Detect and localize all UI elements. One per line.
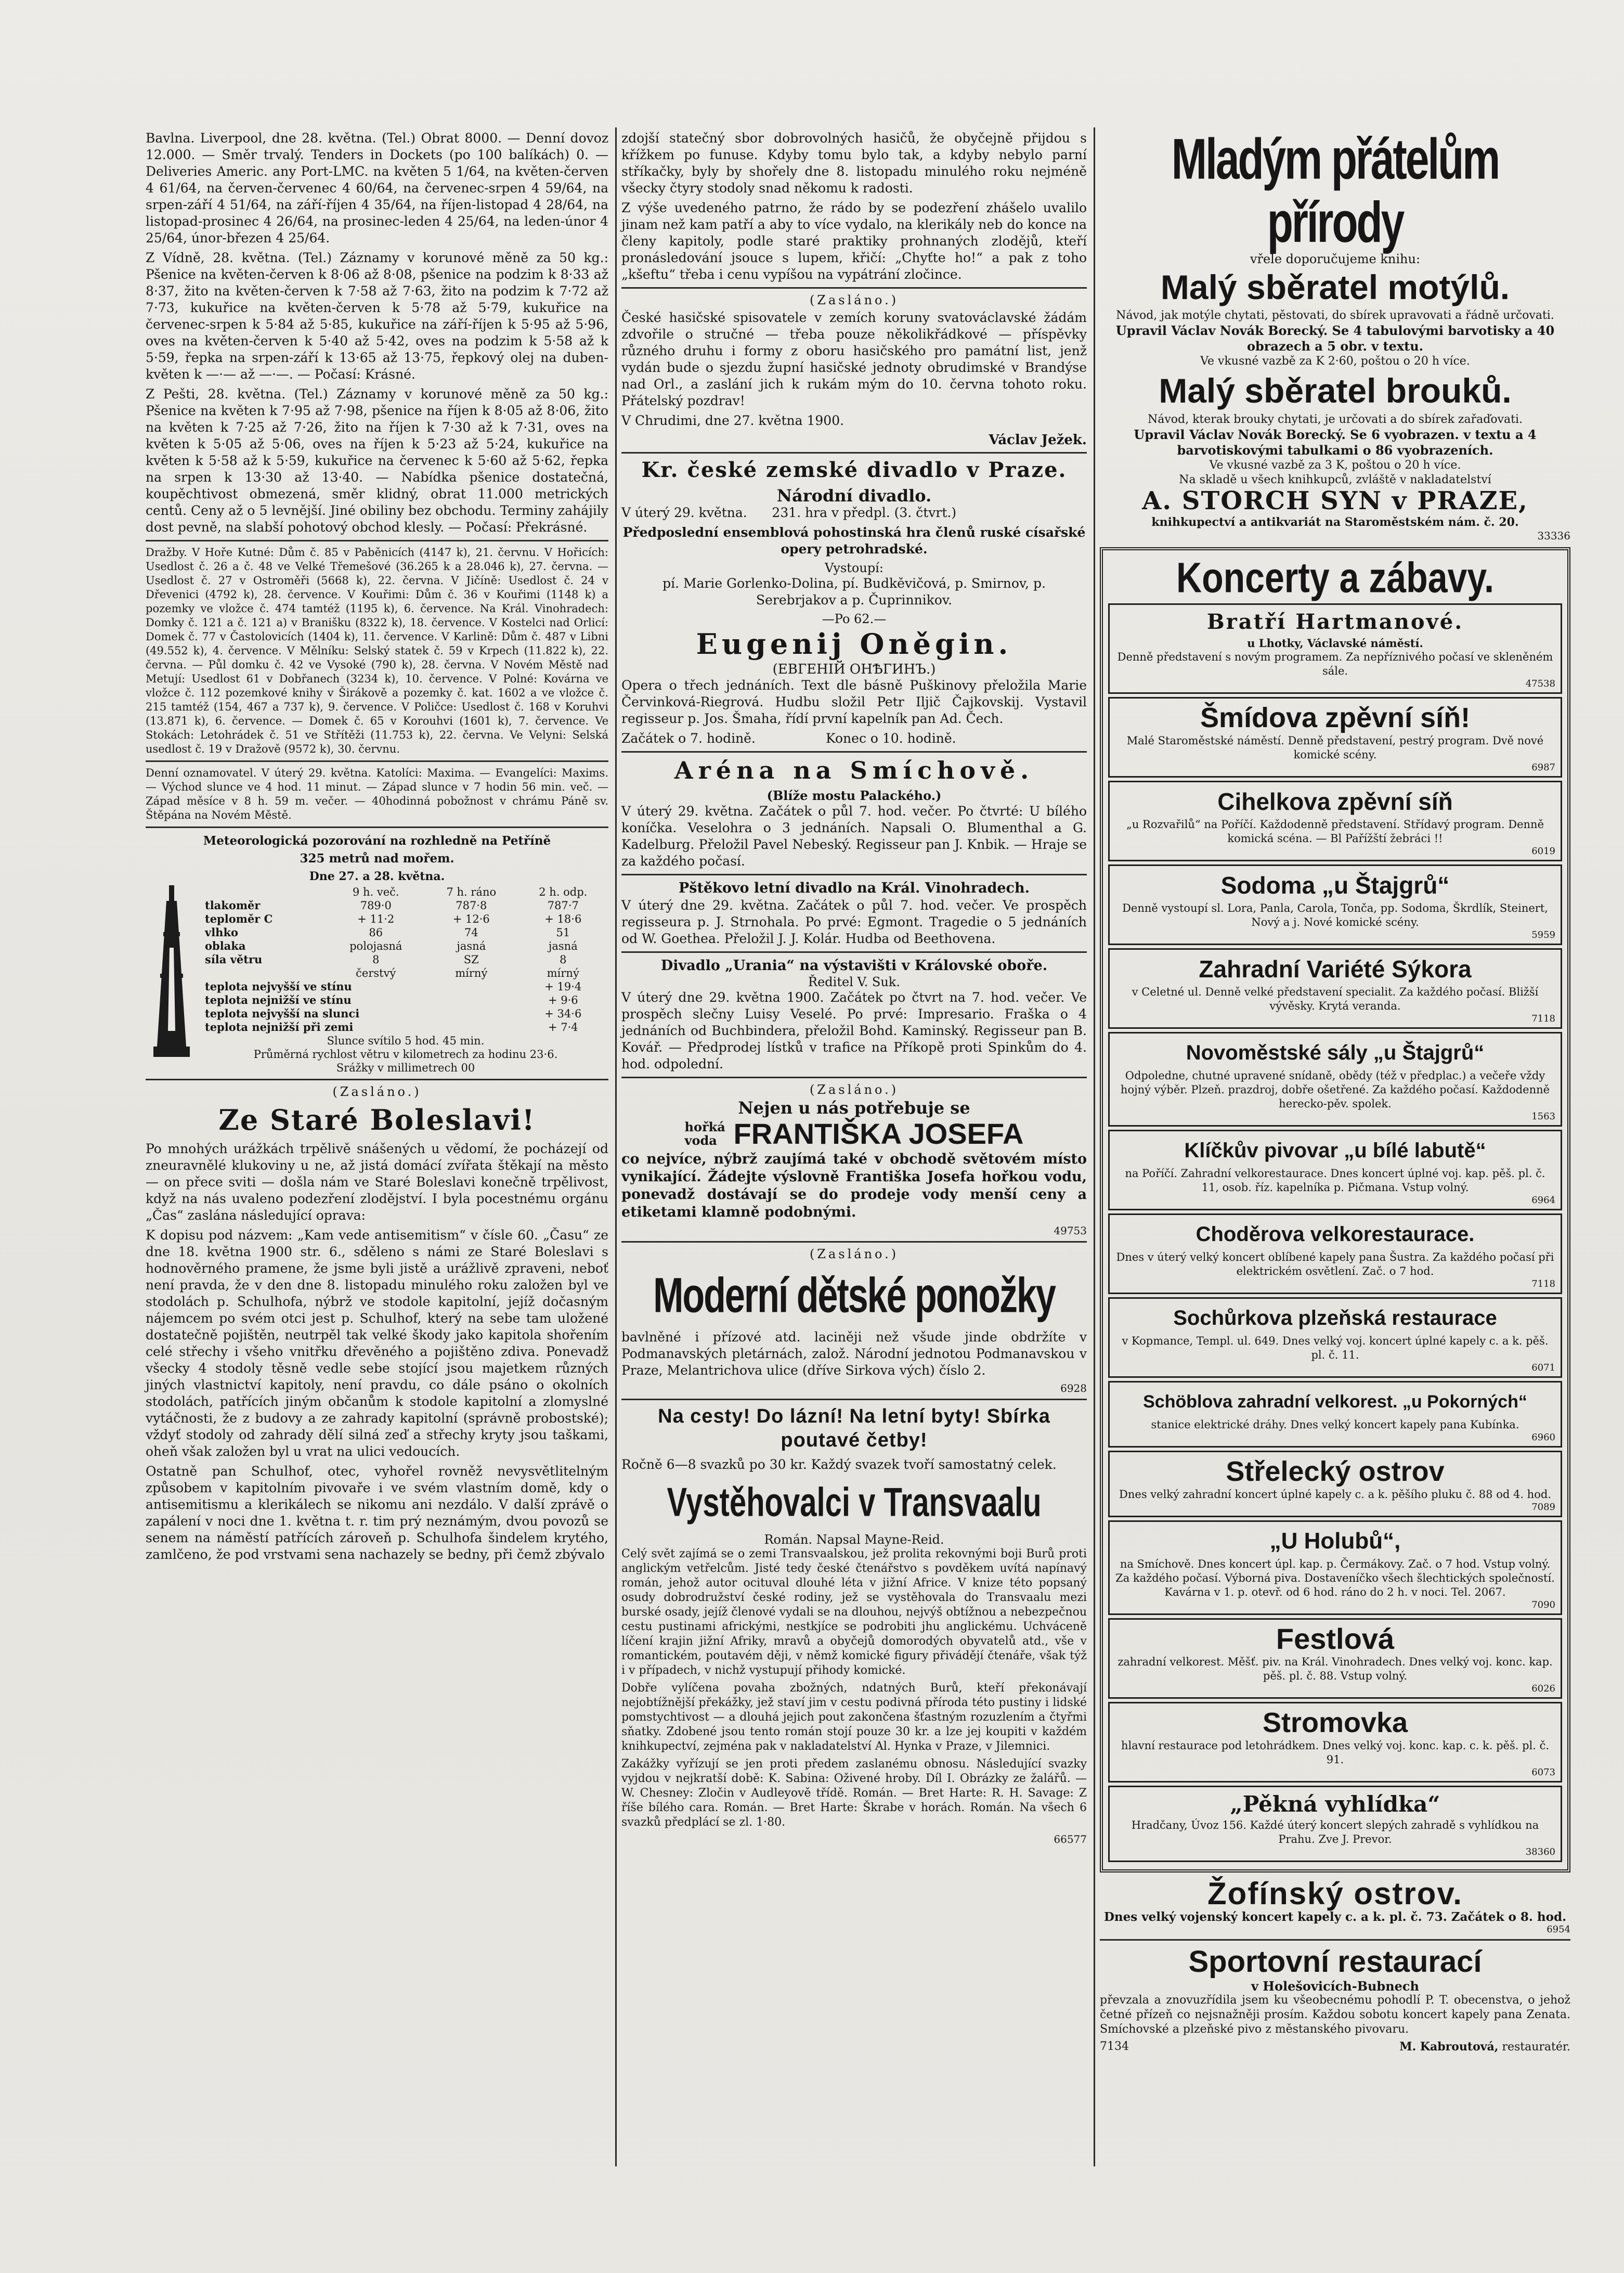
market-report: Z Pešti, 28. května. (Tel.) Záznamy v korunové měně za 50 kg.: Pšenice na květen k 7·95 až 7·98, pšenice na říjen k 8·05 až 8·06, žito na květen k 7·25 až 7·26, žito na říjen k 7·30 až k 7·31, oves na květen k 5·05 až 5·06, oves na říjen k 5·23 až 5·24, kukuřice na květen k 5·58 až k 5·59, kukuřice na červenec k 5·60 až 5·62, řepka na srpen k 13·30 až 13·40. — Nabídka pšenice dostatečná, koupěchtivost obmezená, směr klidný, obrat 11.000 metrických centů. Ceny až o 5 levnější. Jiné obiliny bez obchodu. Terminy zahájily dost pevně, na slabší pohotový obchod klesly. — Počasí: Překrásné.: [146, 386, 608, 535]
concert-ad: [1108, 1032, 1562, 1127]
sport-text: převzala a znovuzřídila jsem ku všeobecnému pohodlí P. T. obecenstva, o jehož četné přízeň co nejsnažněji prosím. Každou sobotu koncert kapely pana Zenata. Smíchovské a plzeňské pivo z městanského pivovaru.: [1100, 1993, 1570, 2036]
water-bitter: hořká voda: [684, 1119, 725, 1148]
divider: [1100, 1939, 1570, 1941]
book-text: Dobře vylíčena povaha zbožných, ndatných Burů, kteří překonávají nejobtížnější překážky, jež staví jim v cestu podivná příroda této pustiny i lidské pomstychtivost — a dlouhá jejich pout zakončena šťastným rozuzlením a čtyřmi sňatky. Zdobené jsou tento román stojí pouze 30 kr. a lze jej koupiti v každém knihkupectví, zejména pak v nakladatelství Al. Hynka v Praze, v Jilemnici.: [621, 1682, 1087, 1753]
fire-appeal: České hasičské spisovatele v zemích koruny svatováclavské žádám zdvořile o stručné — třeba pouze několikřádkové — příspěvky různého druhu i formy z oboru hasičského pro památní list, jenž vydán bude o sjezdu župní hasičské jednoty obrudimské v Brandýse nad Orl., a zaslání jich k rukám mým do 10. června tohoto roku. Přátelský pozdrav!: [621, 310, 1087, 408]
concert-ad-number: 6987: [1531, 761, 1555, 773]
concert-ad-title: Sochůrkova plzeňská restaurace: [1173, 1306, 1497, 1329]
sport-number: 7134: [1100, 2039, 1129, 2053]
divider: [146, 760, 608, 762]
summer-theatre-title: Pštěkovo letní divadlo na Král. Vinohradech.: [678, 880, 1030, 896]
weather-extreme-row: [203, 1021, 608, 1034]
sport-title: Sportovní restaurací: [1188, 1944, 1482, 1979]
book-subtitle: Román. Napsal Mayne-Reid.: [764, 1532, 944, 1547]
concert-ad-text: v Kopmance, Templ. ul. 649. Dnes velký voj. koncert úplné kapely c. a k. pěš. pl. č. 11.: [1122, 1334, 1549, 1361]
publisher-number: 33336: [1537, 529, 1570, 542]
weather-cell: čerstvý: [356, 967, 396, 979]
beetle-availability: Na skladě u všech knihkupců, zvláště v nakladatelství: [1179, 473, 1491, 487]
weather-cell: mírný: [455, 967, 488, 979]
zaslano-label: (Zasláno.): [809, 1247, 899, 1261]
concert-ad-text: na Poříčí. Zahradní velkorestaurace. Dnes koncert úplné voj. kap. pěš. pl. č. 11, osob. říz. kapelníka p. Pičmana. Vstup volný.: [1125, 1167, 1545, 1194]
divider: [621, 1077, 1087, 1078]
concert-ad-text: Dnes velký zahradní koncert úplné kapely c. a k. pěšího pluku č. 88 od 4. hod.: [1119, 1488, 1551, 1501]
concert-ad-subtitle: u Lhotky, Václavské náměstí.: [1247, 636, 1423, 650]
concert-ad-text: hlavní restaurace pod letohrádkem. Dnes velký voj. konc. kap. c. k. pěš. pl. č. 91.: [1121, 1739, 1550, 1766]
beetle-text: Návod, kterak brouky chytati, je určovati a do sbírek zařaďovati.: [1147, 413, 1523, 427]
weather-cell: 787·7: [547, 899, 579, 912]
weather-cell: + 19·4: [544, 980, 582, 993]
concert-ad-text: „u Rozvařilů“ na Poříčí. Každodenně představení. Střídavý program. Denně komická scéna. — Bl Pařížští žebráci !!: [1126, 818, 1544, 845]
concert-ad-number: 47538: [1525, 678, 1555, 689]
concert-ad-text: Hradčany, Úvoz 156. Každé úterý koncert slepých zahradě s vyhlídkou na Prahu. Zve J. Prevor.: [1131, 1818, 1539, 1845]
concert-ad: [1108, 864, 1562, 945]
concert-ad-number: 6071: [1531, 1362, 1555, 1373]
article-paragraph: Po mnohých urážkách trpělivě snášených u vědomí, že pocházejí od zneuravnělé klukoviny u ne, až jistá domácí zvířata štěkají na město — on přece sviti — došla nám ve Staré Boleslavi konečně trpělivost, když na nás uvaleno podezření zlodějství. I byla pocestnému orgánu „Čas“ zaslána následující oprava:: [146, 1141, 608, 1223]
weather-cell: teplota nejnižší při zemi: [205, 1021, 354, 1034]
weather-cell: 8: [560, 953, 567, 966]
sport-subtitle: v Holešovicích-Bubnech: [1251, 1978, 1419, 1994]
water-text: co nejvíce, nýbrž zaujímá také v obchodě světovém místo vynikající. Žádejte výslovně Františka Josefa hořkou vodu, ponevadž dostávají se do prodeje vody menší ceny a etiketami klamně podobnými.: [621, 1151, 1087, 1220]
divider: [621, 1399, 1087, 1400]
weather-subtitle: 325 metrů nad mořem.: [300, 851, 454, 866]
urania-subtitle: Ředitel V. Suk.: [808, 975, 900, 989]
concert-ad-number: 7118: [1531, 1278, 1555, 1289]
water-header: [621, 1117, 1087, 1151]
divider: [621, 452, 1087, 454]
theatre-po: —Po 62.—: [822, 612, 887, 626]
sport-signature-block: [1399, 2040, 1570, 2054]
weather-report: [146, 832, 608, 1075]
book-title: Vystěhovalci v Transvaalu: [667, 1479, 1042, 1526]
concert-ad: [1108, 948, 1562, 1029]
concert-ad-title: Schöblova zahradní velkorest. „u Pokorných“: [1143, 1391, 1527, 1412]
divider: [146, 1079, 608, 1080]
zofin-title: Žofínský ostrov.: [1207, 1876, 1463, 1911]
weather-cell: [203, 966, 327, 980]
concert-ad-number: 6964: [1531, 1194, 1555, 1206]
nature-subtitle: vřele doporučujeme knihu:: [1250, 252, 1421, 266]
concert-ad-text: Malé Staroměstské náměstí. Denně představení, pestrý program. Dvě nové komické scény.: [1126, 734, 1544, 761]
weather-row: [203, 899, 608, 912]
weather-cell: 51: [556, 926, 570, 939]
weather-row: [203, 939, 608, 953]
weather-cell: teplota nejnižší ve stínu: [205, 993, 352, 1006]
urania-text: V úterý dne 29. května 1900. Začátek po čtvrt na 7. hod. večer. Ve prospěch slečny Luisy Veselé. Po prvé: Impresario. Fraška o 4 jednáních od Buchbindera, přeložil Bohd. Kaminský. Regisseur pan B. Kovář. — Předprodej lístků v trafice na Příkopě proti Spinkům do 4. hod. odpolední.: [621, 990, 1087, 1071]
weather-note-row: [203, 1061, 608, 1075]
concert-ad-number: 6019: [1531, 845, 1555, 857]
book-text: Celý svět zajímá se o zemi Transvaalskou, jež prolita rekovnými boji Burů proti anglickým vetřelcům. Jisté tedy české čtenářstvo s povděkem uvítá napínavý román, jehož autor ocituval dlouhé léta v jižní Africe. V knize této popsaný osudy dobrodružství české rodiny, jež se vystěhovala do Transvaalu mezi burské osady, jejíž členové vydali se na dlouhou, nejvýš obtížnou a nebezpečnou cestu pustinami africkými, nestkjíce se podrobiti jhu anglickému. Uchváceně líčení krajin jižní Afriky, mravů a obyčejů domorodých obyvatelů atd., vše v romantickém, poutavém ději, v němž komické figury přivádějí čtenáře, však týž i v případech, v nichž vystupují přihody komické.: [621, 1547, 1087, 1677]
book-ad-number: 66577: [1054, 1833, 1087, 1845]
petrin-tower-icon: [146, 885, 198, 1057]
zofin-text: Dnes velký vojenský koncert kapely c. a k. pl. č. 73. Začátek o 8. hod.: [1103, 1909, 1567, 1924]
concert-ad-text: v Celetné ul. Denně velké představení specialit. Za každého počasí. Bližší vývěsky. Krytá veranda.: [1132, 985, 1539, 1012]
socks-ad-number: 6928: [1060, 1382, 1087, 1394]
zaslano-label: (Zasláno.): [809, 293, 899, 307]
weather-cell: tlakoměr: [205, 899, 261, 912]
concert-ad-number: 6026: [1531, 1683, 1555, 1694]
weather-row: [203, 953, 608, 966]
concert-ad: [1108, 697, 1562, 778]
concert-ad-title: Choděrova velkorestaurace.: [1196, 1222, 1475, 1246]
daily-calendar: Denní oznamovatel. V úterý 29. května. Katolíci: Maxima. — Evangelíci: Maxims. — Východ slunce ve 4 hod. 11 minut. — Západ slunce v 7 hodin 56 min. več. — Západ měsíce v 8 h. 59 m. večer. — 40hodinná pobožnost v chrámu Páně sv. Štěpána na Novém Městě.: [146, 767, 608, 821]
publisher-name: A. STORCH SYN v PRAZE,: [1142, 486, 1528, 516]
weather-cell: 86: [369, 926, 383, 939]
water-ad-number: 49753: [1054, 1224, 1087, 1237]
weather-cell: teplota nejvyšší na slunci: [205, 1007, 360, 1020]
concert-ad: [1108, 1213, 1562, 1294]
arena-subtitle: (Blíže mostu Palackého.): [766, 788, 942, 803]
concert-ad-title: Cihelkova zpěvní síň: [1217, 787, 1453, 815]
weather-cell: SZ: [463, 953, 479, 966]
concerts-section: [1100, 547, 1570, 1872]
weather-cell: 789·0: [360, 899, 392, 912]
concert-ad-number: 5959: [1531, 929, 1555, 940]
opera-text: Opera o třech jednáních. Text dle básně Puškinovy přeložila Marie Červinková-Riegrová. Hudbu složil Petr Iljič Čajkovskij. Vystavil regisseur p. Jos. Šmaha, řídí první kapelník pan Ad. Čech.: [621, 678, 1087, 726]
theatre-subtitle: Národní divadlo.: [776, 486, 932, 506]
socks-text: bavlněné i přízové atd. laciněji než všude jinde obdržíte v Podmanavských pletárnách, založ. Národní jednotou Podmanavskou v Praze, Melantrichova ulice (dříve Sirkova vých) číslo 2.: [621, 1329, 1087, 1378]
concert-ad-number: 7089: [1531, 1501, 1555, 1513]
theatre-guest: Předposlední ensemblová pohostinská hra členů ruské císařské opery petrohradské.: [622, 525, 1086, 557]
weather-row: [203, 966, 608, 980]
concert-ad-title: Bratří Hartmanové.: [1206, 609, 1464, 634]
concert-ad: [1108, 1520, 1562, 1615]
theatre-date: V úterý 29. května. 231. hra v předpl. (3. čtvrt.): [621, 505, 957, 520]
weather-wind: Průměrná rychlost větru v kilometrech za hodinu 23·6.: [253, 1048, 558, 1061]
concert-ad-number: 6960: [1531, 1431, 1555, 1443]
article-paragraph: zdojší statečný sbor dobrovolných hasičů, že obyčejně přijdou s křížkem po funuse. Kdyby tomu bylo tak, a kdyby nebylo parní stříkačky, byly by shořely dne 8. listopadu minulého roku nejméně všecky čtyry stodoly snad někomu k radosti.: [621, 131, 1087, 196]
weather-cell: + 18·6: [544, 913, 582, 925]
concert-ad-title: Zahradní Variété Sýkora: [1199, 955, 1472, 983]
beetle-edition: Upravil Václav Novák Borecký. Se 6 vyobrazen. v textu a 4 barvotiskovými tabulkami o 86 vyobrazeních.: [1134, 427, 1537, 458]
concert-ad-title: Novoměstské sály „u Štajgrů“: [1186, 1041, 1485, 1064]
beetle-price: Ve vkusné vazbě za 3 K, poštou o 20 h více.: [1209, 459, 1461, 472]
article-paragraph: K dopisu pod názvem: „Kam vede antisemitism“ v čísle 60. „Času“ ze dne 18. května 1900 str. 6., sděleno s námi ze Staré Boleslavi s hodnověrného pramene, že jsme byli jistě a urážlivě zpraveni, neboť není pravda, že v den dne 8. listopadu minulého roku založen byl ve stodolách p. Schulhofa, nýbrž ve stodole kapitolní, jejíž dočasným nájemcem po svém otci jest p. Schulhof, který na sebe tam uložené dostatečně pojištěn, neutrpěl tak velké škody jako kapitola shořením celé střechy i všeho vnitřku dřevěného a pojištěno zdiva. Ponevadž všecky 4 stodoly těsně vedle sebe stojící jsou majetkem různých jiných vlastnictví kapitoly, není pravdu, co dále psáno o okolních stodolách, patřících jiným občanům k stodole kapitolní a zlomyslné vytáčnosti, že z budovy a ze zahrady kapitolní (správně probostské); vždyť stodoly od zahrady dělí silná zeď a střechy kryty jsou taškami, oheň však založen byl u vrat na ulici vedoucích.: [146, 1228, 608, 1459]
concert-ad-number: 6073: [1531, 1766, 1555, 1778]
concert-ad-text: Denně představení s novým programem. Za nepříznivého počasí ve skleněném sále.: [1117, 650, 1553, 677]
concert-ad-text: stanice elektrické dráhy. Dnes velký koncert kapely pana Kubínka.: [1151, 1418, 1519, 1431]
beetle-title: Malý sběratel brouků.: [1159, 371, 1512, 410]
summer-theatre-text: V úterý dne 29. května. Začátek o půl 7. hod. večer. Ve prospěch regisseura p. J. Strnohala. Po prvé: Egmont. Tragedie o 5 jednáních od W. Goethea. Přeložil J. J. Kolár. Hudba od Beethovena.: [621, 898, 1087, 946]
sport-footer: [1100, 2040, 1570, 2054]
concert-ad-text: na Smíchově. Dnes koncert úpl. kap. p. Čermákovy. Zač. o 7 hod. Vstup volný. Za každého počasí. Výborná piva. Dostaveníčko všech šlechtických společností. Kavárna v 1. p. otevř. od 6 hod. ráno do 2 h. v noci. Tel. 2067.: [1115, 1557, 1555, 1598]
concert-ad-number: 7118: [1531, 1013, 1555, 1024]
weather-cell: mírný: [547, 967, 579, 979]
weather-extreme-row: [203, 993, 608, 1007]
arena-title: Aréna na Smíchově.: [674, 756, 1034, 784]
weather-cell: jasná: [548, 940, 578, 952]
sport-signature: M. Kabroutová,: [1399, 2039, 1499, 2054]
concert-ad: [1108, 1381, 1562, 1448]
concert-ad: [1108, 1786, 1562, 1862]
concert-ad-title: Šmídova zpěvní síň!: [1200, 702, 1471, 733]
water-intro: Nejen u nás potřebuje se: [738, 1098, 970, 1118]
weather-note-row: [203, 1034, 608, 1048]
market-report: Z Vídně, 28. května. (Tel.) Záznamy v korunové měně za 50 kg.: Pšenice na květen-červen k 8·06 až 8·08, pšenice na podzim k 8·33 až 8·37, žito na květen-červen k 7·58 až 7·63, žito na podzim k 7·72 až 7·73, kukuřice na květen-červen k 5·78 až 5·79, kukuřice na červenec-srpen k 5·84 až 5·85, kukuřice na září-říjen k 5·95 až 5·96, oves na květen-červen k 5·40 až 5·42, oves na podzim k 5·58 až k 5·59, řepka na srpen-září k 13·65 až 13·75, řepkový olej na duben-květen k —·— až —·—. — Počasí: Krásné.: [146, 250, 608, 382]
book-text: Zakážky vyřízují se jen proti předem zaslanému obnosu. Následující svazky vyjdou v nejkratší době: K. Sabina: Oživené hroby. Díl I. Obrázky ze žalářů. — W. Chesney: Zločin v Audleyově třídě. Román. — Bret Harte: R. H. Savage: Z říše bílého cara. Román. — Bret Harte: Škrabe v horách. Román. Na všech 6 svazků předplácí se zl. 1·80.: [621, 1758, 1087, 1829]
socks-title: Moderní dětské ponožky: [653, 1268, 1055, 1323]
weather-cell: vlhko: [205, 926, 239, 939]
concert-ad-text: Denně vystoupí sl. Lora, Panla, Carola, Tonča, pp. Sodoma, Škrdlík, Steinert, Nový a j. Nové komické scény.: [1122, 901, 1548, 928]
concert-ad-title: Střelecký ostrov: [1226, 1455, 1445, 1487]
arena-text: V úterý 29. května. Začátek o půl 7. hod. večer. Po čtvrté: U bílého koníčka. Veselohra o 3 jednáních. Napsali O. Blumenthal a G. Kadelburg. Přeložil Pavel Nebeský. Regisseur pan J. Knbik. — Hraje se za každého počasí.: [621, 804, 1087, 869]
concert-ad-title: Klíčkův pivovar „u bílé labutě“: [1184, 1139, 1486, 1162]
concert-ad: [1108, 1297, 1562, 1378]
concert-ad-title: Sodoma „u Štajgrů“: [1220, 871, 1450, 899]
fire-place: V Chrudimi, dne 27. května 1900.: [621, 413, 845, 428]
concerts-title: Koncerty a zábavy.: [1176, 554, 1494, 602]
concert-ad: [1108, 781, 1562, 861]
divider: [621, 287, 1087, 289]
butterfly-title: Malý sběratel motýlů.: [1160, 268, 1510, 306]
butterfly-edition: Upravil Václav Novák Borecký. Se 4 tabulovými barvotisky a 40 obrazech a 5 obr. v textu.: [1115, 322, 1555, 354]
fire-signature: Václav Ježek.: [989, 432, 1087, 448]
weather-header-row: [203, 885, 608, 899]
travel-text: Ročně 6—8 svazků po 30 kr. Každý svazek tvoří samostatný celek.: [621, 1457, 1057, 1472]
concert-ad-number: 38360: [1525, 1846, 1555, 1857]
nature-title: Mladým přátelům přírody: [1171, 127, 1499, 255]
concert-ad: [1108, 1130, 1562, 1210]
weather-rain: Srážky v millimetrech 00: [336, 1062, 475, 1074]
weather-header: 2 h. odp.: [539, 886, 588, 898]
column-2: [621, 130, 1087, 1845]
weather-table: [203, 885, 608, 1075]
weather-cell: teplota nejvyšší ve stínu: [205, 980, 352, 993]
zaslano-label: (Zasláno.): [332, 1084, 422, 1099]
article-paragraph: Z výše uvedeného patrno, že rádo by se podezření zhášelo uvalilo jinam než kam patří a aby to více vydalo, na klerikály neb do konce na členy kapitoly, podle staré praktiky prohnaných zlodějů, kteří pronásledování jsouce s lupem, křičí: „Chyťte ho!“ a pak z toho „kšeftu“ třeba i cenu vypíšou na vypátrání zločince.: [621, 200, 1087, 282]
divider: [146, 826, 608, 828]
weather-note-row: [203, 1048, 608, 1061]
column-1: [146, 130, 608, 1566]
divider: [621, 1241, 1087, 1243]
concert-ad-text: zahradní velkorest. Měšť. piv. na Král. Vinohradech. Dnes velký voj. konc. kap. pěš. pl. č. 88. Vstup volný.: [1118, 1655, 1553, 1682]
weather-cell: 787·8: [456, 899, 487, 912]
concert-ad-title: Stromovka: [1262, 1707, 1408, 1738]
weather-cell: + 9·6: [548, 994, 578, 1006]
column-divider: [1094, 127, 1095, 2166]
weather-row: [203, 912, 608, 926]
weather-header: 7 h. ráno: [446, 886, 497, 898]
weather-date: Dne 27. a 28. května.: [309, 870, 445, 883]
market-report: Bavlna. Liverpool, dne 28. května. (Tel.) Obrat 8000. — Denní dovoz 12.000. — Směr trvalý. Tenders in Dockets (po 100 balíkách) 0. — Deliveries Americ. any Port-LMC. na květen 5 1/64, na květen-červen 4 61/64, na červen-červenec 4 60/64, na červenec-srpen 4 59/64, na srpen-září 4 51/64, na září-říjen 4 35/64, na říjen-listopad 4 28/64, na listopad-prosinec 4 26/64, na prosinec-leden 4 25/64, na leden-únor 4 25/64, únor-březen 4 25/64.: [146, 131, 608, 246]
weather-row: [203, 926, 608, 939]
weather-cell: + 11·2: [357, 913, 395, 925]
divider: [621, 751, 1087, 753]
divider: [146, 540, 608, 541]
concert-ad-number: 7090: [1531, 1599, 1555, 1610]
weather-cell: + 34·6: [544, 1008, 582, 1020]
butterfly-price: Ve vkusné vazbě za K 2·60, poštou o 20 h více.: [1200, 354, 1470, 368]
weather-header: 9 h. več.: [352, 886, 399, 898]
concert-ad-text: Odpoledne, chutné upravené snídaně, obědy (též v předplac.) a večeře vždy hojný výběr. Plzeň. prazdroj, dobře ošetřené. Za každého počasí. Každodenně herecko-pěv. spolek.: [1120, 1069, 1550, 1110]
opera-title: Eugenij Oněgin.: [696, 627, 1012, 661]
weather-cell: síla větru: [205, 953, 263, 966]
publisher-address: knihkupectví a antikvariát na Staroměstském nám. č. 20.: [1151, 515, 1519, 529]
weather-cell: + 12·6: [452, 913, 490, 925]
opera-times: Začátek o 7. hodině. Konec o 10. hodině.: [621, 731, 956, 746]
weather-cell: + 7·4: [548, 1021, 578, 1034]
divider: [621, 951, 1087, 953]
weather-sunshine: Slunce svítilo 5 hod. 45 min.: [327, 1035, 485, 1047]
concert-ad: [1108, 603, 1562, 694]
concert-ad: [1108, 1702, 1562, 1783]
weather-cell: polojasná: [349, 940, 402, 952]
column-3: [1100, 127, 1570, 2054]
weather-cell: 8: [372, 953, 380, 966]
concert-ad: [1108, 1451, 1562, 1517]
water-brand: FRANTIŠKA JOSEFA: [733, 1117, 1024, 1150]
article-title: Ze Staré Boleslavi!: [218, 1103, 536, 1136]
weather-cell: jasná: [457, 940, 486, 952]
theatre-performing: Vystoupí:: [825, 561, 884, 575]
theatre-cast: pí. Marie Gorlenko-Dolina, pí. Budkěvičová, p. Smirnov, p. Serebrjakov a p. Čuprinnikov.: [662, 576, 1046, 608]
butterfly-text: Návod, jak motýle chytati, pěstovati, do sbírek upravovati a řádně určovati.: [1116, 308, 1554, 322]
weather-cell: oblaka: [205, 939, 246, 952]
weather-header: [203, 885, 327, 899]
weather-cell: 74: [464, 926, 478, 939]
concert-ad-number: 1563: [1531, 1110, 1555, 1122]
zaslano-label: (Zasláno.): [809, 1082, 899, 1097]
concert-ad-title: „U Holubů“,: [1269, 1528, 1401, 1554]
sport-signature-role: restauratér.: [1502, 2040, 1570, 2054]
weather-cell: teploměr C: [205, 912, 273, 925]
weather-extreme-row: [203, 980, 608, 993]
article-paragraph: Ostatně pan Schulhof, otec, vyhořel rovněž nevysvětlitelným způsobem v kapitolním pivovaře i ve svém vlastním domě, kdy o antisemitismu a klerikálech se nikomu ani nezdálo. V další zprávě o zapálení v noci dne 1. května t. r. tim prý neznámým, dvou povozů se senem na náměstí patřících zároveň p. Schulhofa šindelem krytého, zamlčeno, že pod vrstvami sena nachazely se bedny, při čemž zbývalo: [146, 1464, 608, 1562]
weather-title: Meteorologická pozorování na rozhledně na Petříně: [203, 834, 551, 848]
concert-ad-text: Dnes v úterý velký koncert oblíbené kapely pana Šustra. Za každého počasí při elektrickém osvětlení. Zač. o 7 hod.: [1116, 1250, 1554, 1277]
weather-body: [146, 885, 608, 1075]
concert-ad-title: „Pěkná vyhlídka“: [1230, 1791, 1440, 1817]
opera-russian-title: (ЕВГЕНІЙ ОНѢГИНЪ.): [772, 662, 936, 677]
concert-ad-title: Festlová: [1276, 1622, 1395, 1655]
concert-ad: [1108, 1618, 1562, 1699]
zofin-number: 6954: [1547, 1923, 1570, 1935]
travel-title: Na cesty! Do lázní! Na letní byty! Sbírka poutavé četby!: [658, 1405, 1050, 1451]
theatre-title: Kr. české zemské divadlo v Praze.: [641, 458, 1067, 482]
weather-extreme-row: [203, 1007, 608, 1021]
auctions: Dražby. V Hoře Kutné: Dům č. 85 v Paběnicích (4147 k), 21. červnu. V Hořicích: Usedlost č. 26 a č. 48 ve Velké Třemešové (36.265 k a 28.046 k), 27. června. — Usedlost č. 27 v Ostroměři (5668 k), 22. června. V Jičíně: Usedlost č. 24 v Dřevenici (4792 k), 28. července. V Kouřimi: Dům č. 36 v Kouřimi (1148 k) a pozemky ve vložce č. 474 tamtéž (1195 k), 6. července. Na Král. Vinohradech: Domky č. 121 a č. 121 a) v Branišku (8322 k), 18. července. V Kostelci nad Orlicí: Domek č. 77 v Častolovicích (1404 k), 11. července. V Karlině: Dům č. 487 v Libni (49.552 k), 4. července. V Mělníku: Selský statek č. 59 v Krpech (11.822 k), 22. června. — Půl domku č. 42 ve Vysoké (790 k), 28. června. V Novém Městě nad Metují: Usedlost 61 v Dobřanech (3234 k), 10. července. V Polné: Kovárna ve vložce č. 112 pozemkové knihy v Širákově a pozemky č. kat. 1602 a ve vložce č. 215 tamtéž (154, 467 a 737 k), 9. července. V Poličce: Usedlost č. 168 v Koruhvi (13.871 k), 6. července. — Domek č. 65 v Korouhvi (1601 k), 7. července. Ve Stokách: Letohrádek č. 51 ve Střítěži (11.753 k), 22. června. Ve Velyni: Selská usedlost č. 19 v Dražově (9572 k), 30. červnu.: [146, 546, 608, 755]
column-divider: [615, 127, 617, 2166]
divider: [621, 874, 1087, 875]
urania-title: Divadlo „Urania“ na výstavišti v Královské oboře.: [660, 958, 1048, 974]
